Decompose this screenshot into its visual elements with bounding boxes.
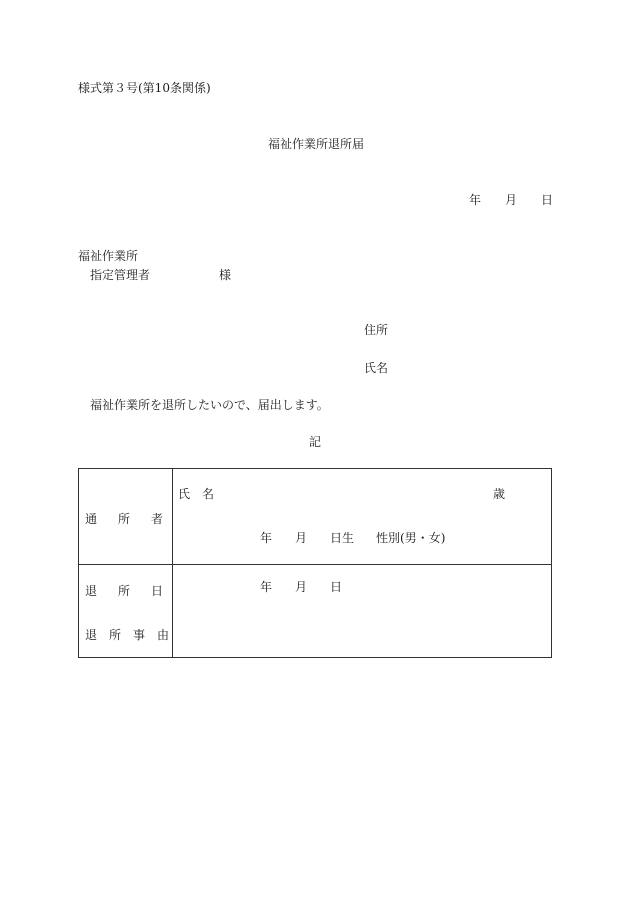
date-day: 日	[541, 193, 554, 207]
header-attendee: 通 所 者	[85, 512, 164, 526]
addressee-facility: 福祉作業所	[78, 249, 139, 263]
birthdate-gender-line	[260, 531, 445, 545]
address-label: 住所	[364, 323, 389, 337]
date-month: 月	[505, 193, 518, 207]
birth-year: 年	[260, 531, 273, 545]
withdrawal-date-field	[260, 580, 342, 594]
header-withdrawal-reason: 退 所 事 由	[85, 628, 170, 642]
withdrawal-day: 日	[330, 580, 343, 594]
age-label: 歳	[493, 487, 506, 501]
withdrawal-year: 年	[260, 580, 273, 594]
birth-month: 月	[295, 531, 308, 545]
addressee-honorific: 様	[219, 268, 232, 282]
name-label: 氏名	[364, 361, 389, 375]
form-number: 様式第３号(第10条関係)	[78, 81, 211, 95]
row-divider	[79, 564, 551, 565]
addressee-manager: 指定管理者	[90, 268, 151, 282]
ki-label: 記	[309, 435, 322, 449]
column-divider	[172, 469, 173, 657]
header-withdrawal-date: 退 所 日	[85, 584, 164, 598]
form-table	[78, 468, 552, 658]
attendee-name-label: 氏 名	[178, 487, 215, 501]
gender-field: 性別(男・女)	[376, 531, 446, 545]
withdrawal-month: 月	[295, 580, 308, 594]
submission-date	[469, 193, 553, 207]
birth-day: 日生	[330, 531, 355, 545]
statement: 福祉作業所を退所したいので、届出します。	[90, 398, 329, 412]
form-title: 福祉作業所退所届	[268, 137, 365, 151]
date-year: 年	[469, 193, 482, 207]
